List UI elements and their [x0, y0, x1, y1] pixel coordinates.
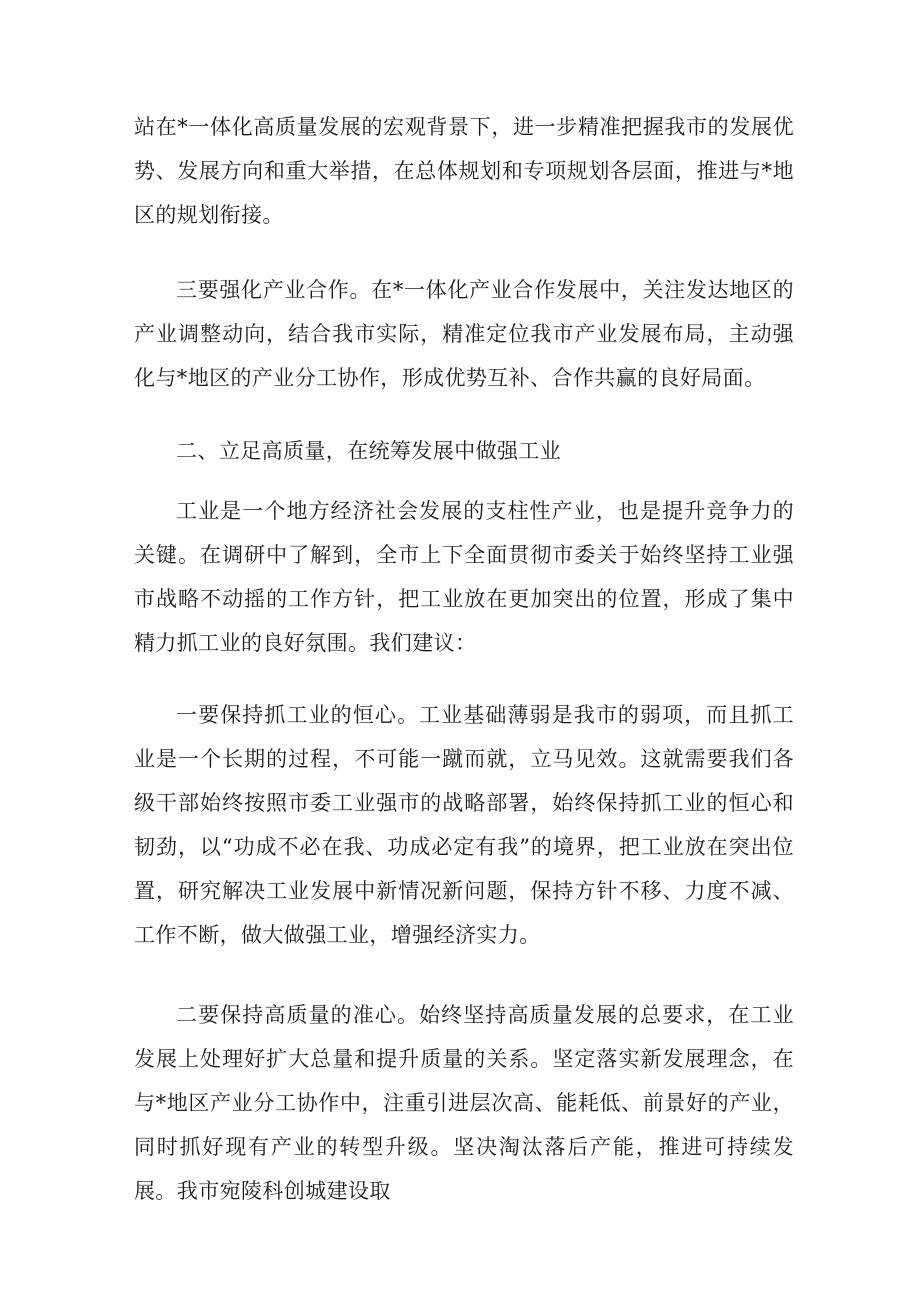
paragraph-industry-cooperation: 三要强化产业合作。在*一体化产业合作发展中，关注发达地区的产业调整动向，结合我市实际，精准定位我市产业发展布局，主动强化与*地区的产业分工协作，形成优势互补、合作共赢的良好局面。 — [134, 278, 794, 390]
paragraph-quality-focus: 二要保持高质量的准心。始终坚持高质量发展的总要求，在工业发展上处理好扩大总量和提升质量的关系。坚定落实新发展理念，在与*地区产业分工协作中，注重引进层次高、能耗低、前景好的产业，同时抓好现有产业的转型升级。坚决淘汰落后产能，推进可持续发展。我市宛陵科创城建设取 — [134, 1003, 794, 1203]
paragraph-industry-intro: 工业是一个地方经济社会发展的支柱性产业，也是提升竞争力的关键。在调研中了解到，全市上下全面贯彻市委关于始终坚持工业强市战略不动摇的工作方针，把工业放在更加突出的位置，形成了集中精力抓工业的良好氛围。我们建议： — [134, 499, 794, 655]
section-heading: 二、立足高质量，在统筹发展中做强工业 — [176, 439, 562, 463]
paragraph-continuation: 站在*一体化高质量发展的宏观背景下，进一步精准把握我市的发展优势、发展方向和重大举措，在总体规划和专项规划各层面，推进与*地区的规划衔接。 — [134, 115, 794, 227]
paragraph-perseverance: 一要保持抓工业的恒心。工业基础薄弱是我市的弱项，而且抓工业是一个长期的过程，不可能一蹴而就，立马见效。这就需要我们各级干部始终按照市委工业强市的战略部署，始终保持抓工业的恒心和韧劲，以“功成不必在我、功成必定有我”的境界，把工业放在突出位置，研究解决工业发展中新情况新问题，保持方针不移、力度不减、工作不断，做大做强工业，增强经济实力。 — [134, 703, 794, 947]
